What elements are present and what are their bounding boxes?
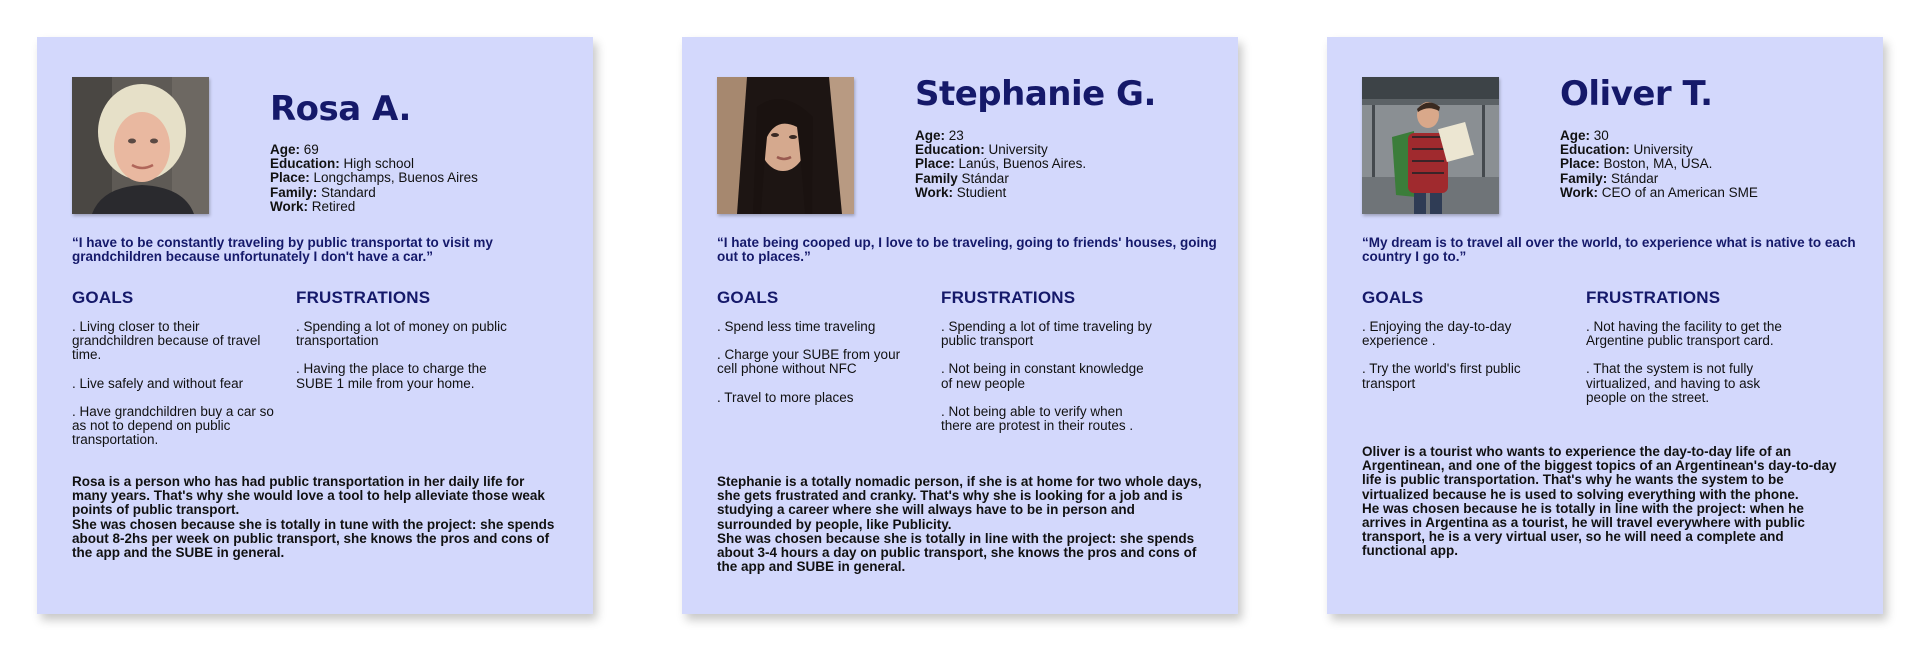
detail-label: Family: — [270, 184, 318, 200]
detail-place — [270, 171, 478, 185]
detail-work — [270, 200, 478, 214]
elderly-woman-portrait-image — [72, 77, 209, 214]
detail-value: Standard — [317, 184, 376, 200]
goals-heading: GOALS — [72, 288, 134, 307]
detail-age — [1560, 129, 1758, 143]
detail-label: Work: — [915, 184, 954, 200]
goals-list — [1362, 320, 1567, 405]
detail-value: Lanús, Buenos Aires. — [954, 156, 1087, 172]
persona-card-rosa — [37, 37, 593, 614]
frustration-item: . Spending a lot of money on public transportation — [296, 319, 507, 349]
frustration-item: . That the system is not fully virtualized, and having to ask people on the street. — [1586, 361, 1761, 405]
persona-card-oliver — [1327, 37, 1883, 614]
bio-paragraph: She was chosen because she is totally in tune with the project: she spends about 8-2hs per week on public transport, she knows the pros and cons of the app and the SUBE in general. — [72, 516, 555, 561]
persona-name: Rosa A. — [270, 89, 411, 129]
persona-details — [270, 143, 478, 214]
goal-item: . Spend less time traveling — [717, 319, 876, 334]
frustrations-list — [296, 320, 511, 405]
goal-item: . Charge your SUBE from your cell phone without NFC — [717, 347, 901, 377]
frustrations-list — [941, 320, 1156, 447]
frustration-item: . Not being in constant knowledge of new people — [941, 361, 1144, 391]
goals-list — [72, 320, 277, 461]
frustration-item: . Not having the facility to get the Argentine public transport card. — [1586, 319, 1782, 349]
persona-bio — [72, 475, 560, 560]
detail-label: Education: — [1560, 142, 1630, 158]
persona-photo — [717, 77, 854, 214]
detail-age — [270, 143, 478, 157]
detail-education — [915, 143, 1086, 157]
persona-bio — [1362, 445, 1850, 559]
persona-quote: “I hate being cooped up, I love to be traveling, going to friends' houses, going out to places.” — [717, 235, 1217, 265]
detail-label: Work: — [270, 198, 309, 214]
detail-value: Retired — [308, 198, 356, 214]
detail-family — [915, 172, 1086, 186]
frustrations-list — [1586, 320, 1801, 419]
persona-details — [1560, 129, 1758, 200]
detail-value: Longchamps, Buenos Aires — [309, 170, 478, 186]
bio-paragraph: She was chosen because she is totally in line with the project: she spends about 3-4 hours a day on public transport, she knows the pros and cons of the app and SUBE in general. — [717, 530, 1197, 575]
detail-value: 30 — [1590, 128, 1609, 143]
detail-label: Place: — [1560, 156, 1600, 172]
detail-value: 23 — [945, 128, 964, 143]
persona-name: Oliver T. — [1560, 74, 1713, 114]
detail-place — [1560, 157, 1758, 171]
frustration-item: . Not being able to verify when there are protest in their routes . — [941, 403, 1134, 434]
frustration-item: . Spending a lot of time traveling by public transport — [941, 319, 1152, 349]
detail-value: University — [1629, 142, 1693, 158]
persona-quote: “My dream is to travel all over the world, to experience what is native to each country I go to.” — [1362, 235, 1856, 265]
detail-value: Stándar — [957, 170, 1009, 186]
detail-work — [1560, 186, 1758, 200]
goals-heading: GOALS — [1362, 288, 1424, 307]
frustration-item: . Having the place to charge the SUBE 1 mile from your home. — [296, 361, 487, 391]
detail-label: Education: — [270, 156, 340, 172]
persona-quote: “I have to be constantly traveling by public transportat to visit my grandchildren because unfortunately I don't have a car.” — [72, 235, 493, 265]
goal-item: . Travel to more places — [717, 389, 854, 405]
detail-label: Place: — [915, 156, 955, 172]
frustrations-heading: FRUSTRATIONS — [1586, 288, 1721, 307]
detail-value: High school — [339, 156, 415, 172]
goal-item: . Enjoying the day-to-day experience . — [1362, 319, 1512, 349]
young-woman-portrait-image — [717, 77, 854, 214]
detail-work — [915, 186, 1086, 200]
goal-item: . Living closer to their grandchildren because of travel time. — [72, 319, 261, 363]
persona-card-stephanie — [682, 37, 1238, 614]
detail-value: Boston, MA, USA. — [1599, 156, 1713, 172]
goal-item: . Have grandchildren buy a car so as not to depend on public transportation. — [72, 403, 274, 448]
goal-item: . Try the world's first public transport — [1362, 361, 1521, 391]
bio-paragraph: He was chosen because he is totally in line with the project: when he arrives in Argentina as a tourist, he will travel everywhere with public transport, he is a very virtual user, so he will need a complete and functional app. — [1362, 500, 1805, 559]
detail-label: Family — [915, 170, 958, 186]
persona-photo — [1362, 77, 1499, 214]
frustrations-heading: FRUSTRATIONS — [941, 288, 1076, 307]
persona-details — [915, 129, 1086, 200]
detail-place — [915, 157, 1086, 171]
detail-label: Education: — [915, 142, 985, 158]
persona-photo — [72, 77, 209, 214]
bio-paragraph: Oliver is a tourist who wants to experience the day-to-day life of an Argentinean, and one of the biggest topics of an Argentinean's day-to-day life is public transportation. That's why he wants the system to be virtualized because he is used to solving everything with the phone. — [1362, 444, 1837, 502]
goal-item: . Live safely and without fear — [72, 375, 244, 391]
detail-label: Place: — [270, 170, 310, 186]
bio-paragraph: Rosa is a person who has had public transportation in her daily life for many years. That's why she would love a tool to help alleviate those weak points of public transport. — [72, 474, 545, 518]
bio-paragraph: Stephanie is a totally nomadic person, if she is at home for two whole days, she gets frustrated and cranky. That's why she is looking for a job and is studying a career where she will always have to be in person and surrounded by people, like Publicity. — [717, 474, 1202, 532]
detail-value: Stándar — [1607, 170, 1659, 186]
detail-label: Age: — [915, 128, 945, 143]
frustrations-heading: FRUSTRATIONS — [296, 288, 431, 307]
detail-value: 69 — [300, 142, 319, 157]
goals-list — [717, 320, 922, 419]
detail-label: Age: — [270, 142, 300, 157]
detail-education — [270, 157, 478, 171]
detail-value: University — [984, 142, 1048, 158]
detail-value: Studient — [953, 184, 1007, 200]
detail-age — [915, 129, 1086, 143]
detail-family — [1560, 172, 1758, 186]
detail-value: CEO of an American SME — [1598, 184, 1758, 200]
detail-family — [270, 186, 478, 200]
detail-education — [1560, 143, 1758, 157]
detail-label: Work: — [1560, 184, 1599, 200]
persona-name: Stephanie G. — [915, 74, 1156, 114]
persona-bio — [717, 475, 1205, 574]
detail-label: Age: — [1560, 128, 1590, 143]
detail-label: Family: — [1560, 170, 1608, 186]
traveler-man-portrait-image — [1362, 77, 1499, 214]
goals-heading: GOALS — [717, 288, 779, 307]
